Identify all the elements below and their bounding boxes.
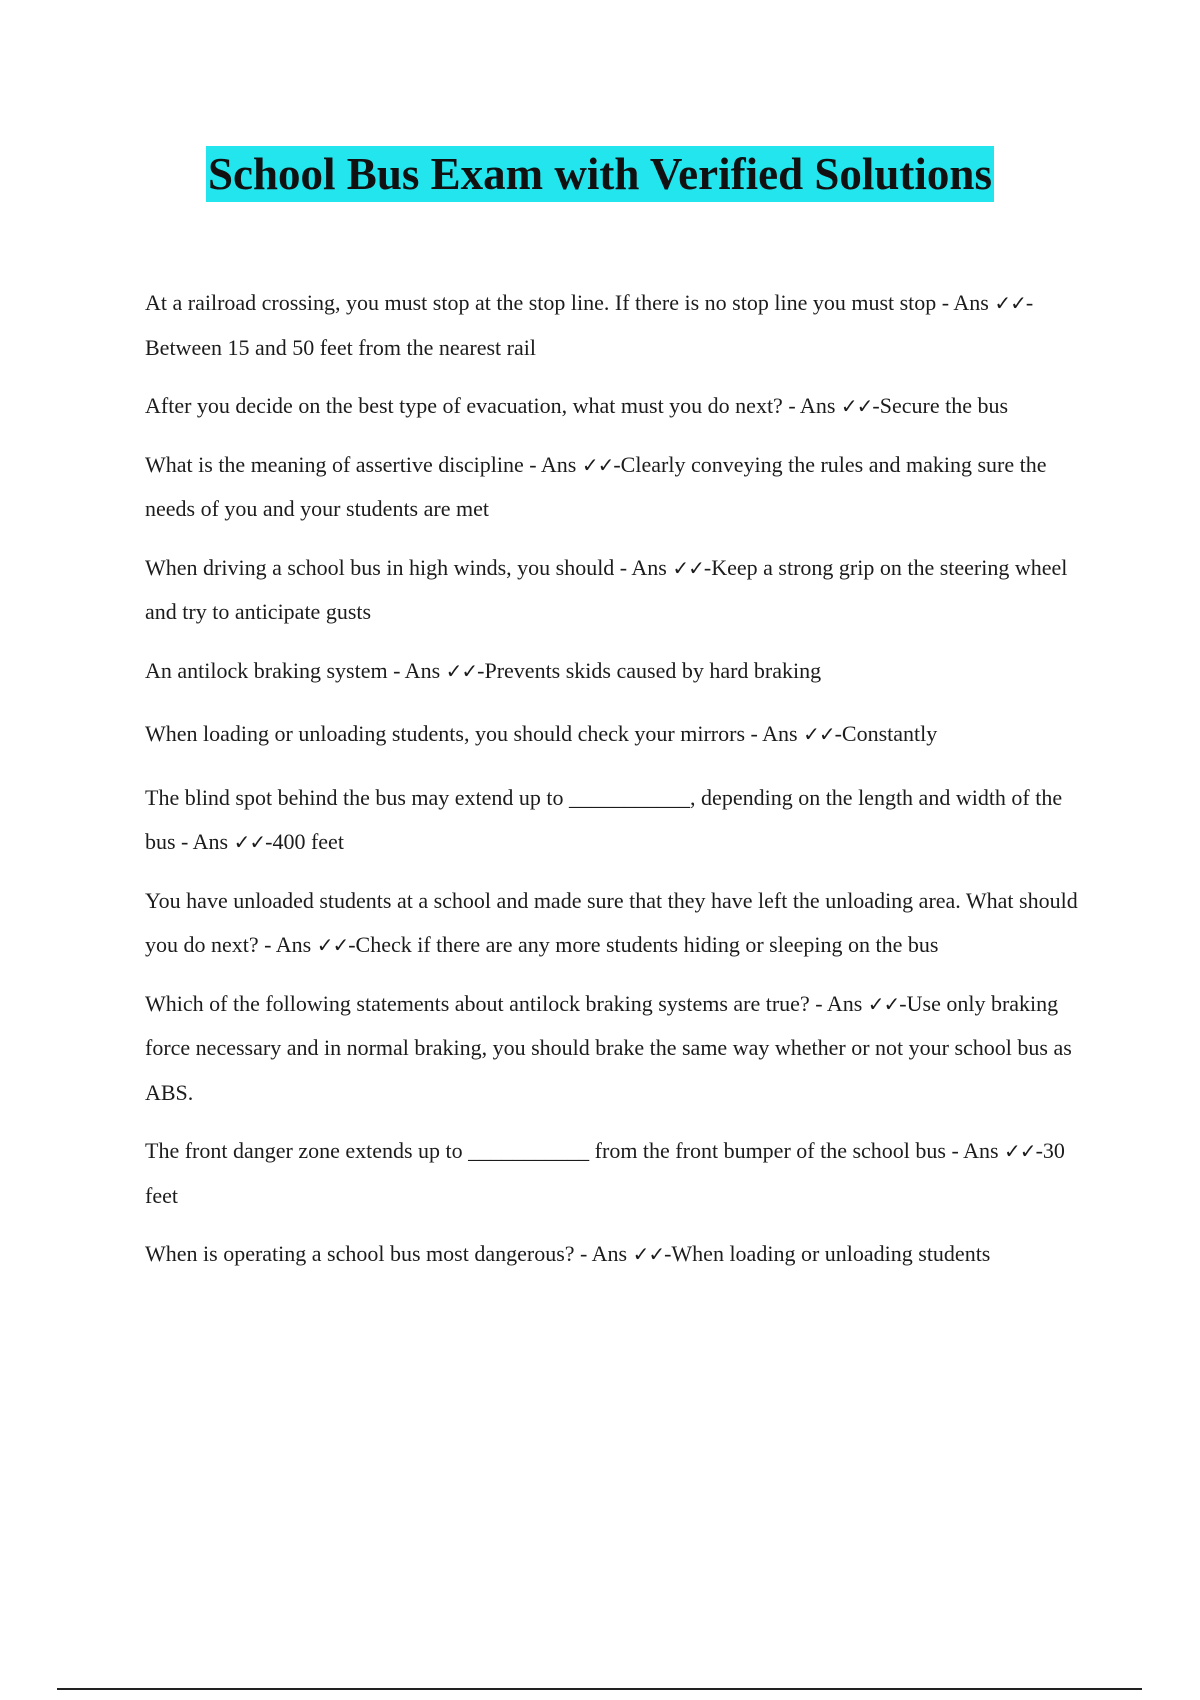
qa-item (145, 879, 1090, 968)
qa-item (145, 281, 1090, 370)
qa-item (145, 546, 1090, 635)
question-text: An antilock braking system - Ans (145, 657, 446, 683)
question-text: You have unloaded students at a school and made sure that they have left the unloading area. What should you do next? - Ans (145, 887, 1078, 957)
question-text: At a railroad crossing, you must stop at the stop line. If there is no stop line you must stop - Ans (145, 290, 995, 315)
answer-text: -Clearly conveying the rules and making sure the needs of you and your students are met (145, 451, 1047, 521)
question-text: When is operating a school bus most dangerous? - Ans (145, 1241, 633, 1266)
double-check-icon: ✓✓ (632, 1242, 665, 1266)
double-check-icon: ✓✓ (994, 291, 1026, 315)
qa-item (145, 982, 1090, 1116)
qa-item (145, 384, 1090, 429)
question-text: When driving a school bus in high winds, you should - Ans (145, 554, 673, 580)
question-text: After you decide on the best type of evacuation, what must you do next? - Ans (145, 393, 841, 418)
double-check-icon: ✓✓ (233, 830, 266, 854)
answer-text: -When loading or unloading students (664, 1241, 991, 1266)
answer-text: -Check if there are any more students hiding or sleeping on the bus (348, 932, 939, 957)
question-text: Which of the following statements about antilock braking systems are true? - Ans (145, 990, 868, 1016)
footer-divider (57, 1688, 1142, 1690)
answer-text: -Use only braking force necessary and in normal braking, you should brake the same way whether or not your school bus as ABS. (145, 990, 1072, 1105)
double-check-icon: ✓✓ (581, 452, 614, 477)
answer-text: -Prevents skids caused by hard braking (477, 657, 822, 683)
qa-item (145, 1232, 1090, 1277)
question-text: The front danger zone extends up to ___________ from the front bumper of the school bus - Ans (145, 1138, 1005, 1163)
question-text: What is the meaning of assertive discipline - Ans (145, 451, 582, 477)
qa-item (145, 776, 1090, 865)
title-block (0, 146, 1200, 202)
qa-list (145, 281, 1090, 1291)
answer-text: -Between 15 and 50 feet from the nearest rail (145, 290, 1034, 360)
answer-text: -400 feet (265, 829, 344, 854)
double-check-icon: ✓✓ (672, 555, 704, 580)
double-check-icon: ✓✓ (840, 394, 873, 418)
qa-item (145, 1129, 1090, 1218)
qa-item (145, 649, 1090, 694)
answer-text: -30 feet (145, 1138, 1065, 1208)
answer-text: -Keep a strong grip on the steering wheel and try to anticipate gusts (145, 554, 1068, 624)
document-title: School Bus Exam with Verified Solutions (206, 146, 994, 202)
question-text: The blind spot behind the bus may extend up to ___________, depending on the length and width of the bus - Ans (145, 784, 1063, 854)
double-check-icon: ✓✓ (867, 991, 900, 1016)
double-check-icon: ✓✓ (316, 933, 349, 957)
double-check-icon: ✓✓ (1004, 1139, 1036, 1163)
double-check-icon: ✓✓ (445, 658, 478, 683)
qa-item (145, 712, 1090, 757)
question-text: When loading or unloading students, you should check your mirrors - Ans (145, 721, 804, 746)
double-check-icon: ✓✓ (803, 722, 835, 746)
answer-text: -Secure the bus (872, 393, 1009, 418)
answer-text: -Constantly (834, 721, 938, 746)
qa-item (145, 443, 1090, 532)
